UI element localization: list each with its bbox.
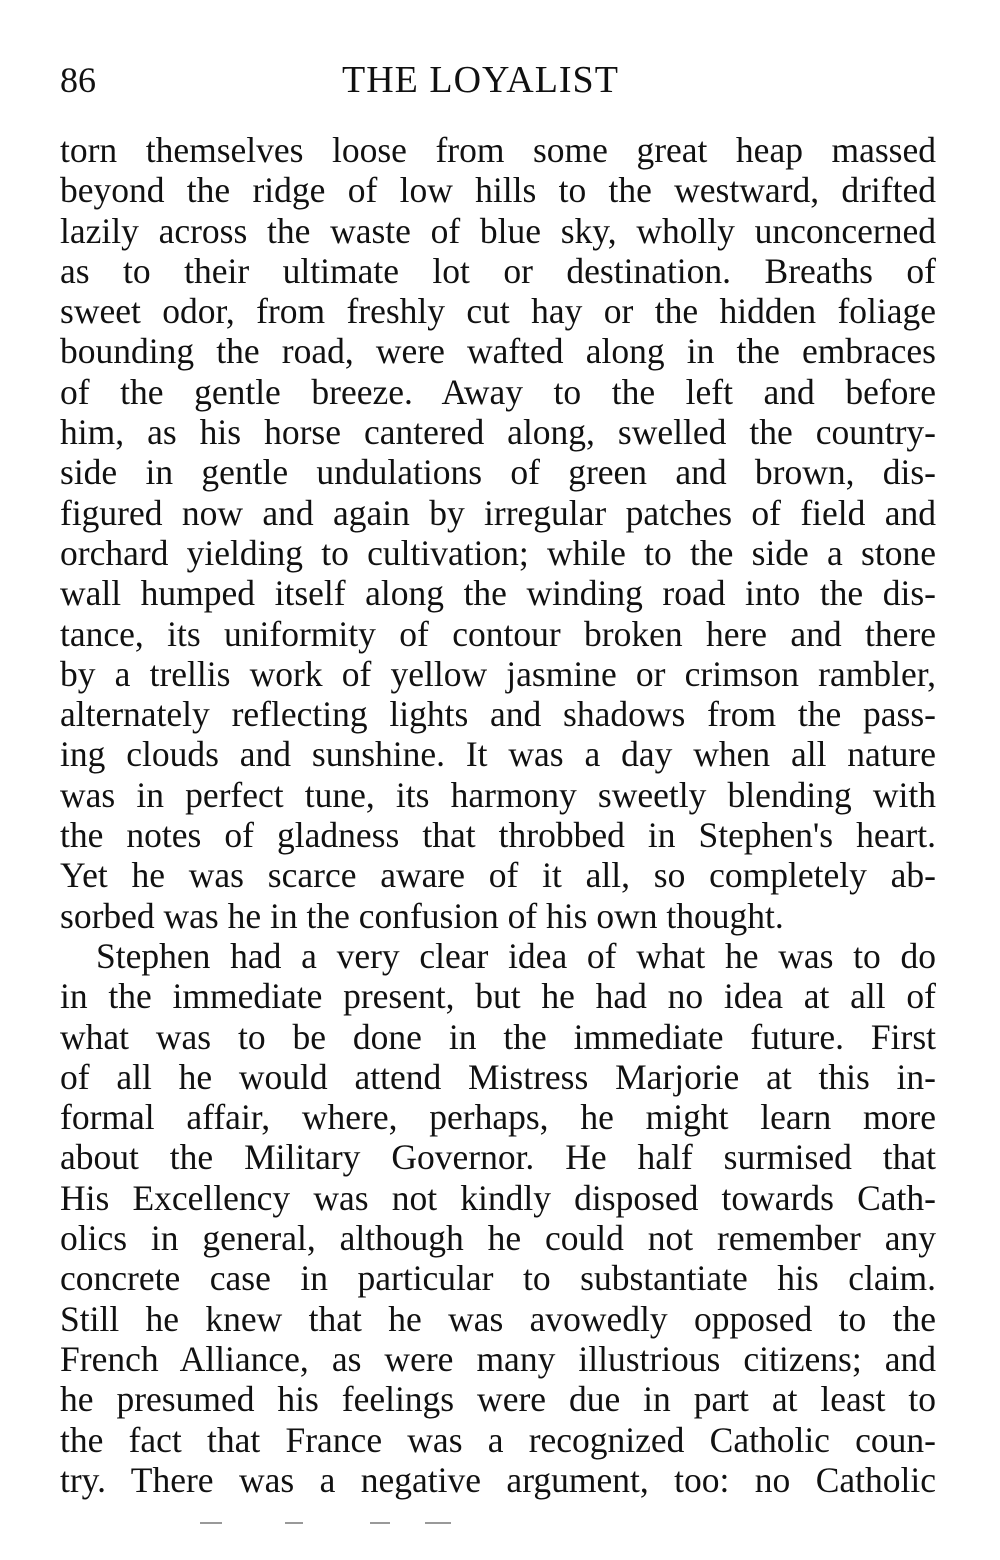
page-number: 86 (60, 60, 96, 100)
paragraph-first-line: Stephen had a very clear idea of what he was to do (96, 935, 936, 976)
text-line: formal affair, where, perhaps, he might learn more (60, 1097, 936, 1138)
text-line: ing clouds and sunshine. It was a day when all nature (60, 734, 936, 775)
text-line: olics in general, although he could not remember any (60, 1218, 936, 1259)
text-line: try. There was a negative argument, too: no Catholic (60, 1459, 936, 1500)
text-line: French Alliance, as were many illustrious citizens; and (60, 1338, 936, 1379)
text-line: figured now and again by irregular patches of field and (60, 492, 936, 533)
text-line: orchard yielding to cultivation; while to the side a stone (60, 532, 936, 573)
text-line: in the immediate present, but he had no idea at all of (60, 976, 936, 1017)
text-line: Still he knew that he was avowedly opposed to the (60, 1298, 936, 1339)
text-line: what was to be done in the immediate future. First (60, 1016, 936, 1057)
text-line: side in gentle undulations of green and brown, dis- (60, 452, 936, 493)
print-smudge-marks (200, 1522, 500, 1528)
page-header (60, 55, 936, 105)
text-line: concrete case in particular to substantiate his claim. (60, 1258, 936, 1299)
body-text (60, 130, 936, 1500)
text-line: torn themselves loose from some great heap massed (60, 130, 936, 170)
text-line: wall humped itself along the winding road into the dis- (60, 573, 936, 614)
text-line: His Excellency was not kindly disposed towards Cath- (60, 1177, 936, 1218)
text-line: alternately reflecting lights and shadows from the pass- (60, 694, 936, 735)
text-line: of all he would attend Mistress Marjorie at this in- (60, 1056, 936, 1097)
text-line: he presumed his feelings were due in part at least to (60, 1379, 936, 1420)
running-title: THE LOYALIST (342, 59, 619, 101)
text-line: him, as his horse cantered along, swelled the country- (60, 412, 936, 453)
text-line: the fact that France was a recognized Catholic coun- (60, 1419, 936, 1460)
text-line: bounding the road, were wafted along in the embraces (60, 331, 936, 372)
text-line: about the Military Governor. He half surmised that (60, 1137, 936, 1178)
text-line: the notes of gladness that throbbed in Stephen's heart. (60, 815, 936, 856)
text-line: tance, its uniformity of contour broken here and there (60, 613, 936, 654)
text-line: as to their ultimate lot or destination. Breaths of (60, 250, 936, 291)
text-line: by a trellis work of yellow jasmine or crimson rambler, (60, 653, 936, 694)
text-line: lazily across the waste of blue sky, wholly unconcerned (60, 210, 936, 251)
text-line: sweet odor, from freshly cut hay or the hidden foliage (60, 291, 936, 332)
text-line: Yet he was scarce aware of it all, so completely ab- (60, 855, 936, 896)
text-line: beyond the ridge of low hills to the westward, drifted (60, 170, 936, 211)
text-line: was in perfect tune, its harmony sweetly blending with (60, 774, 936, 815)
text-line: of the gentle breeze. Away to the left and before (60, 371, 936, 412)
paragraph-last-line: sorbed was he in the confusion of his own thought. (60, 895, 784, 936)
